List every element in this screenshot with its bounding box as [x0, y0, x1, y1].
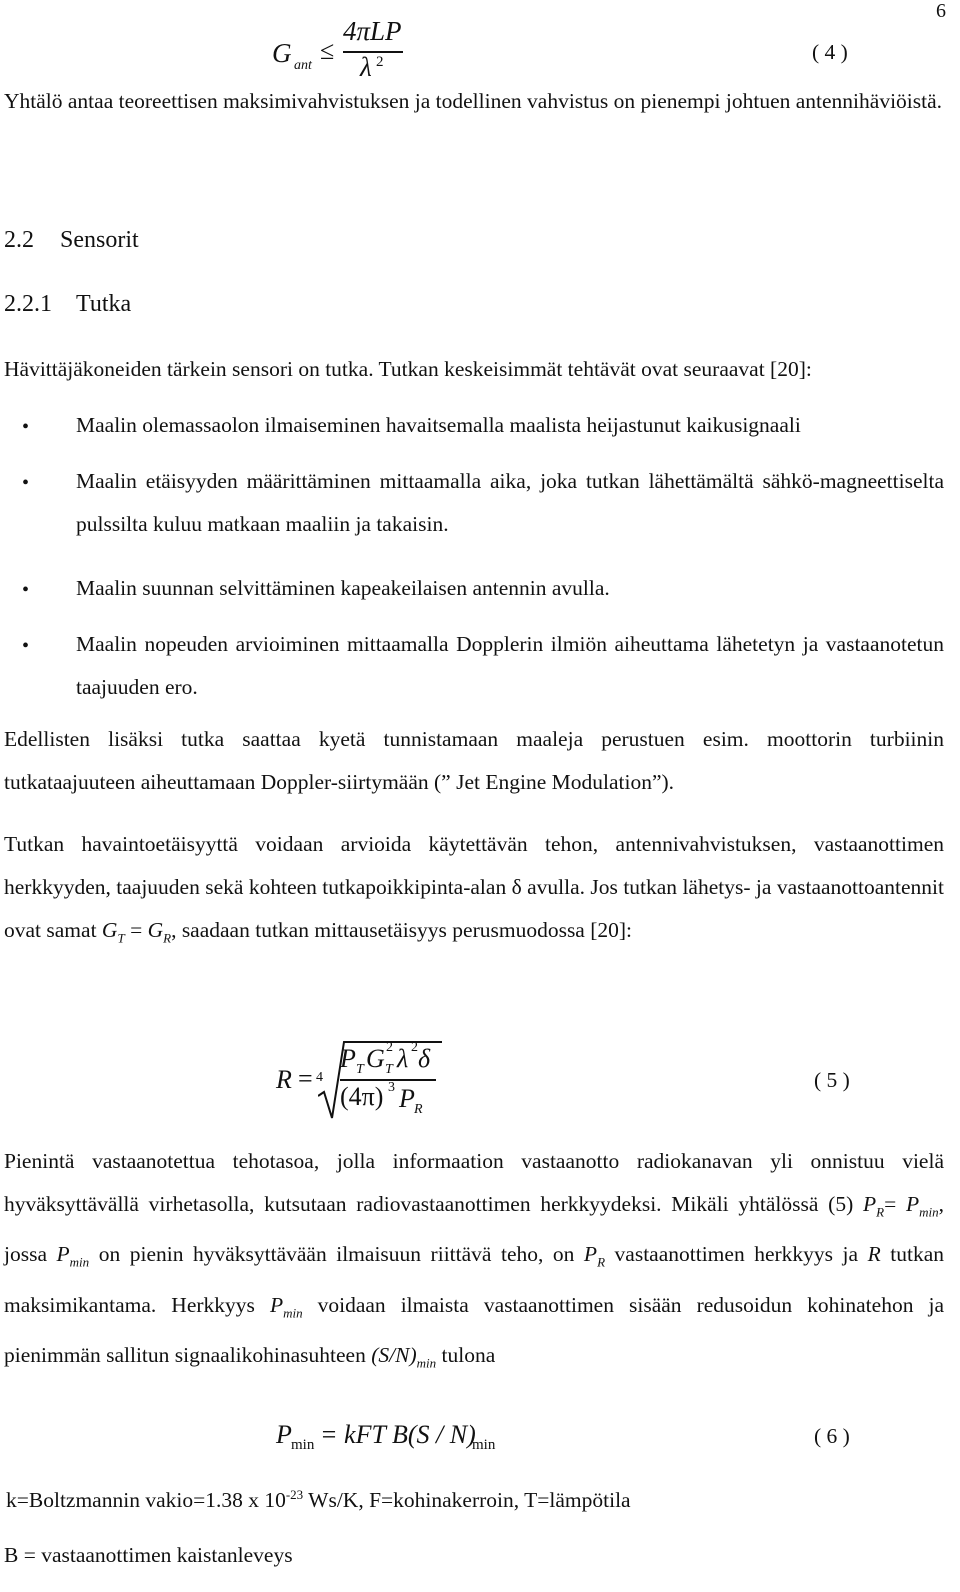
eq5-sub-T2: T: [385, 1062, 393, 1077]
bullet-dot: •: [22, 472, 30, 494]
subsection-number: 2.2.1: [4, 291, 52, 317]
paragraph: Edellisten lisäksi tutka saattaa kyetä tunnistamaan maaleja perustuen esim. moottorin turbiinin tutkataajuuteen aiheuttamaan Doppler-siirtymään (” Jet Engine Modulation”).: [4, 727, 944, 794]
paragraph: Yhtälö antaa teoreettisen maksimivahvistuksen ja todellinen vahvistus on pienempi johtuen antennihäviöistä.: [4, 89, 943, 113]
eq4-numerator: 4πLP: [343, 16, 402, 46]
eq4-square: 2: [376, 54, 384, 70]
eq6-sub-min2: min: [472, 1437, 496, 1453]
eq5-equals: =: [298, 1064, 313, 1093]
eq5-G: G: [366, 1044, 385, 1073]
eq6-number: ( 6 ): [814, 1424, 850, 1448]
eq5-denominator: (4π): [340, 1082, 384, 1111]
bullet-dot: •: [22, 635, 30, 657]
section-number: 2.2: [4, 227, 34, 253]
eq5-root-index: 4: [316, 1070, 323, 1085]
definition-line: B = vastaanottimen kaistanleveys: [4, 1543, 293, 1567]
eq5-P: P: [340, 1044, 356, 1073]
eq4-number: ( 4 ): [812, 40, 848, 64]
eq5-PR: P: [399, 1084, 415, 1113]
eq5-cube: 3: [388, 1080, 395, 1095]
list-item: Maalin etäisyyden määrittäminen mittaamalla aika, joka tutkan lähettämältä sähkö-magneettiselta pulssilta kuluu matkaan maaliin ja takaisin.: [76, 469, 944, 536]
bullet-dot: •: [22, 579, 30, 601]
eq6-P: P: [276, 1420, 292, 1449]
section-title: Sensorit: [60, 227, 139, 253]
eq5-R: R: [276, 1065, 292, 1094]
list-item: Maalin suunnan selvittäminen kapeakeilaisen antennin avulla.: [76, 576, 610, 600]
eq5-sub-T1: T: [356, 1062, 364, 1077]
eq5-sub-R: R: [414, 1102, 423, 1117]
page-number: 6: [936, 0, 946, 22]
bullet-dot: •: [22, 416, 30, 438]
paragraph: Tutkan havaintoetäisyyttä voidaan arvioida käytettävän tehon, antennivahvistuksen, vastaanottimen herkkyyden, taajuuden sekä kohteen tutkapoikkipinta-alan δ avulla. Jos tutkan lähetys- ja vastaanottoantennit ovat samat $G_T = G_R$, saadaan tutkan mittausetäisyys perusmuodossa [20]:: [4, 832, 944, 946]
paragraph: Hävittäjäkoneiden tärkein sensori on tutka. Tutkan keskeisimmät tehtävät ovat seuraavat [20]:: [4, 357, 812, 381]
eq5-number: ( 5 ): [814, 1068, 850, 1092]
eq4-le: ≤: [320, 36, 335, 65]
eq4-lambda: λ: [360, 52, 372, 82]
eq5-lambda: λ: [397, 1044, 409, 1073]
eq6-rhs: = kFT B(S / N): [320, 1420, 476, 1449]
eq5-delta: δ: [418, 1044, 431, 1073]
eq6-sub-min: min: [291, 1437, 315, 1453]
eq5-sup-2b: 2: [411, 1040, 418, 1055]
eq4-ant: ant: [294, 58, 312, 73]
eq4-fraction-bar: [343, 51, 403, 53]
subsection-title: Tutka: [76, 291, 132, 317]
eq4-G: G: [272, 38, 292, 68]
definition-line: k=Boltzmannin vakio=1.38 x $10^{-23}$ Ws/K, F=kohinakerroin, T=lämpötila: [6, 1487, 631, 1513]
eq5-sup-2a: 2: [386, 1040, 393, 1055]
paragraph: Pienintä vastaanotettua tehotasoa, jolla informaation vastaanotto radiokanavan yli onnistuu vielä hyväksyttävällä virhetasolla, kutsutaan radiovastaanottimen herkkyydeksi. Mikäli yhtälössä (5) $P_R= P_{min}$, jossa $P_{min}$ on pienin hyväksyttävään ilmaisuun riittävä teho, on $P_R$ vastaanottimen herkkyys ja R tutkan maksimikantama. Herkkyys $P_{min}$ voidaan ilmaista vastaanottimen sisään redusoidun kohinatehon ja pienimmän sallitun signaalikohinasuhteen $(S/N)_{min}$ tulona: [4, 1149, 945, 1371]
list-item: Maalin nopeuden arvioiminen mittaamalla Dopplerin ilmiön aiheuttama lähetetyn ja vastaanotetun taajuuden ero.: [76, 632, 944, 699]
list-item: Maalin olemassaolon ilmaiseminen havaitsemalla maalista heijastunut kaikusignaali: [76, 413, 801, 437]
